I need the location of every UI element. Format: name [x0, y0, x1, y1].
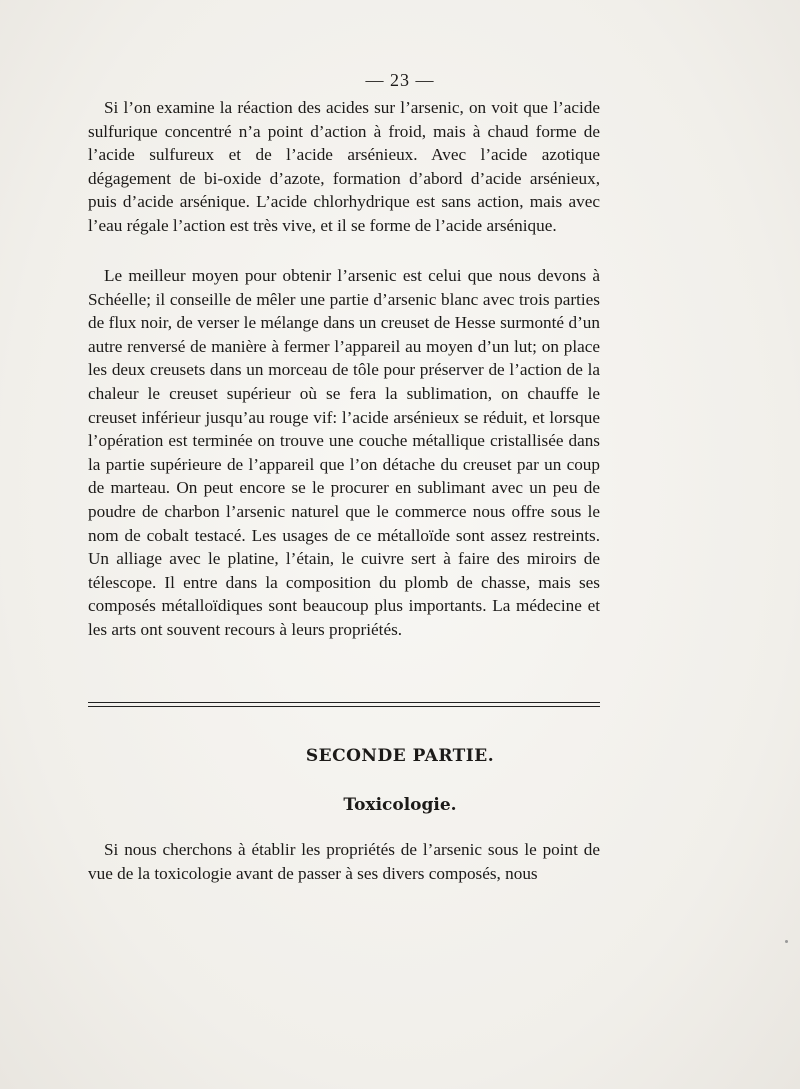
paragraph-arsenic-preparation [88, 264, 600, 642]
subsection-title: Toxicologie. [343, 795, 457, 815]
divider-line-bottom [88, 706, 600, 707]
paragraph-text: Si l’on examine la réaction des acides sur l’arsenic, on voit que l’acide sulfurique concentré n’a point d’action à froid, mais à chaud forme de l’acide sulfureux et de l’acide arsénieux. Avec l’acide azotique dégagement de bi-oxide d’azote, formation d’abord d’acide arsénieux, puis d’acide arsénique. L’acide chlorhydrique est sans action, mais avec l’eau régale l’action est très vive, et il se forme de l’acide arsénique. [88, 98, 600, 235]
paragraph-toxicology-intro [88, 838, 600, 885]
paper-speck [785, 940, 788, 943]
section-divider [88, 702, 600, 710]
paragraph-text: Le meilleur moyen pour obtenir l’arsenic est celui que nous devons à Schéelle; il conseille de mêler une partie d’arsenic blanc avec trois parties de flux noir, de verser le mélange dans un creuset de Hesse surmonté d’un autre renversé de manière à fermer l’appareil au moyen d’un lut; on place les deux creusets dans un morceau de tôle pour préserver de l’action de la chaleur le creuset supérieur où se fera la sublimation, on chauffe le creuset inférieur jusqu’au rouge vif: l’acide arsénieux se réduit, et lorsque l’opération est terminée on trouve une couche métallique cristallisée dans la partie supérieure de l’appareil que l’on détache du creuset par un coup de marteau. On peut encore se le procurer en sublimant avec un peu de poudre de charbon l’arsenic naturel que le commerce nous offre sous le nom de cobalt testacé. Les usages de ce métalloïde sont assez restreints. Un alliage avec le platine, l’étain, le cuivre sert à faire des miroirs de télescope. Il entre dans la composition du plomb de chasse, mais ses composés métalloïdiques sont beaucoup plus importants. La médecine et les arts ont souvent recours à leurs propriétés. [88, 266, 600, 639]
page-number: — 23 — [365, 70, 435, 90]
paragraph-text: Si nous cherchons à établir les propriétés de l’arsenic sous le point de vue de la toxicologie avant de passer à ses divers composés, nous [88, 840, 600, 883]
paragraph-arsenic-acids [88, 96, 600, 238]
section-title: SECONDE PARTIE. [305, 746, 495, 766]
divider-line-top [88, 702, 600, 703]
